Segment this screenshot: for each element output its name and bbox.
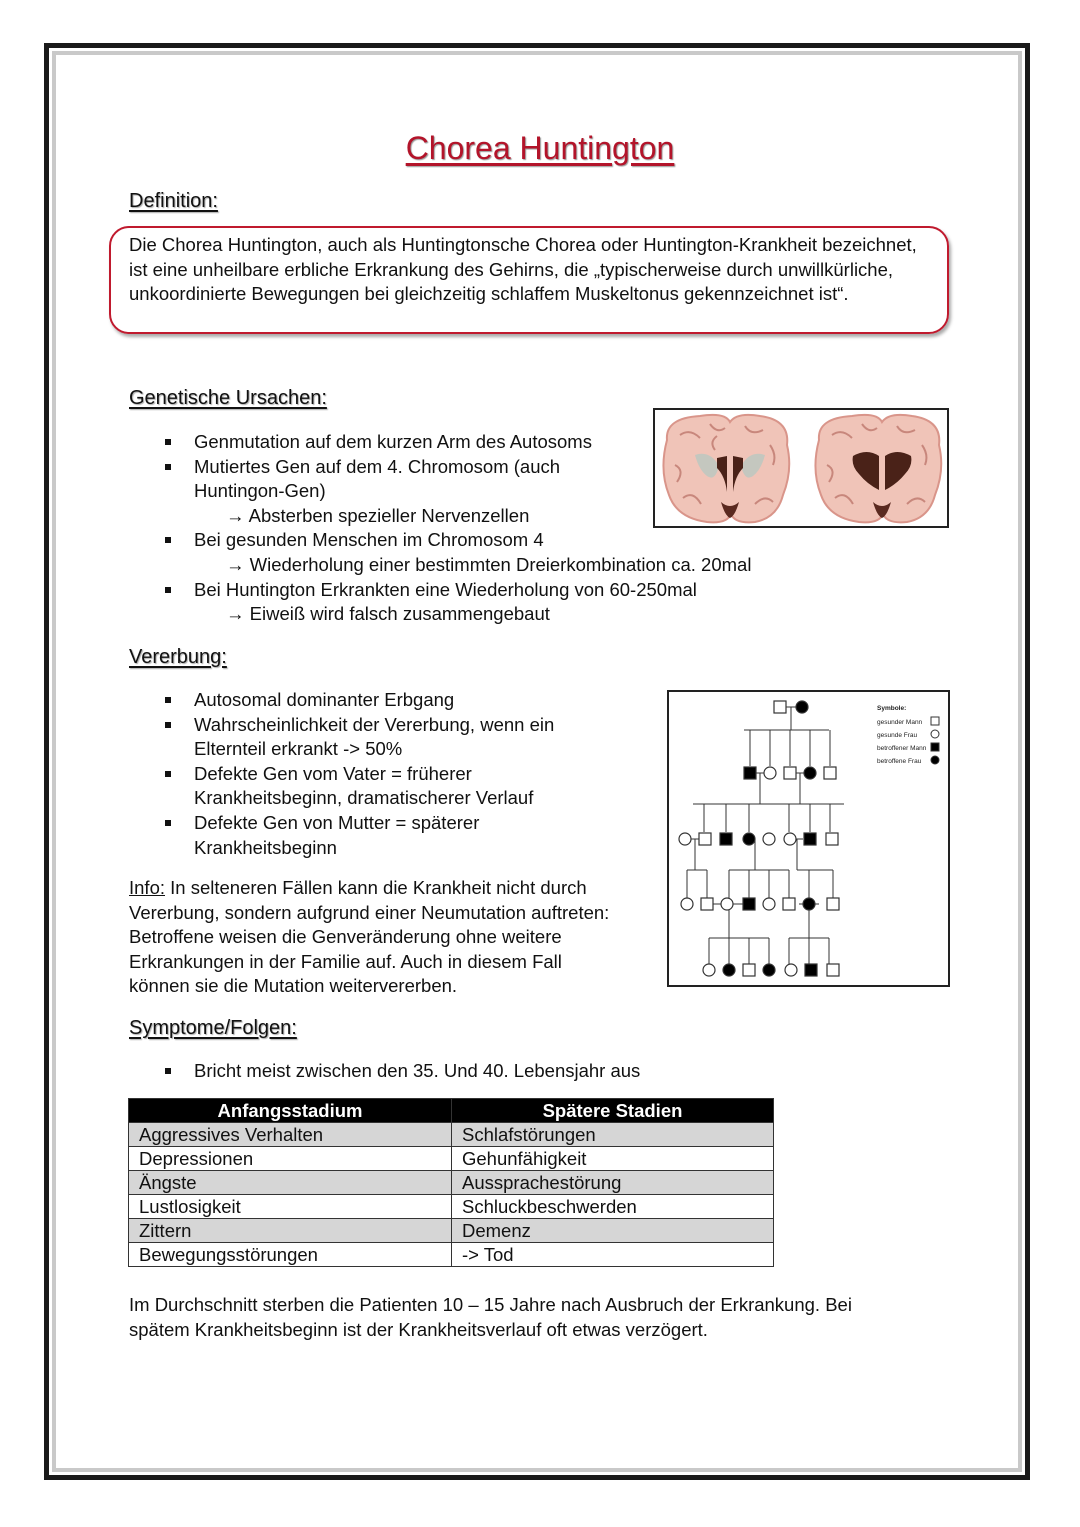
healthy-brain-section bbox=[663, 415, 789, 522]
table-header: Spätere Stadien bbox=[452, 1099, 774, 1123]
definition-text: Die Chorea Huntington, auch als Huntingtonsche Chorea oder Huntington-Krankheit bezeichnet, ist eine unheilbare erbliche Erkrankung des Gehirns, die „typischerweise durch unwillkürliche, unkoordinierte Bewegungen bei gleichzeitig schlaffem Muskeltonus gekennzeichnet ist“. bbox=[129, 234, 917, 304]
info-line: Betroffene weisen die Genveränderung ohne weitere bbox=[129, 926, 562, 948]
legend-title: Symbole: bbox=[877, 705, 907, 712]
table-cell: Aggressives Verhalten bbox=[129, 1123, 452, 1147]
list-item: Defekte Gen von Mutter = späterer bbox=[160, 811, 554, 836]
table-cell: Schlafstörungen bbox=[452, 1123, 774, 1147]
pedigree-diagram bbox=[669, 692, 948, 985]
table-cell: Demenz bbox=[452, 1219, 774, 1243]
info-paragraph bbox=[129, 876, 609, 999]
definition-heading: Definition: bbox=[129, 190, 218, 212]
table-header: Anfangsstadium bbox=[129, 1099, 452, 1123]
closing-line: Im Durchschnitt sterben die Patienten 10 – 15 Jahre nach Ausbruch der Erkrankung. Bei bbox=[129, 1294, 852, 1315]
list-item: Bei gesunden Menschen im Chromosom 4 bbox=[160, 528, 751, 553]
table-row bbox=[129, 1171, 774, 1195]
brain-illustration bbox=[653, 408, 949, 528]
legend-affected-male: betroffener Mann bbox=[877, 745, 927, 752]
table-row bbox=[129, 1195, 774, 1219]
symptoms-heading: Symptome/Folgen: bbox=[129, 1017, 297, 1039]
list-item: Genmutation auf dem kurzen Arm des Autosoms bbox=[160, 430, 751, 455]
table-cell: Aussprachestörung bbox=[452, 1171, 774, 1195]
symptoms-table bbox=[128, 1098, 774, 1267]
list-item: Bei Huntington Erkrankten eine Wiederholung von 60-250mal bbox=[160, 578, 751, 603]
symptoms-list bbox=[160, 1059, 640, 1084]
info-line: können sie die Mutation weitervererben. bbox=[129, 975, 458, 997]
table-row bbox=[129, 1219, 774, 1243]
info-label: Info: bbox=[129, 877, 165, 898]
list-item: Huntingon-Gen) bbox=[194, 480, 326, 502]
table-cell: Gehunfähigkeit bbox=[452, 1147, 774, 1171]
table-cell: -> Tod bbox=[452, 1243, 774, 1267]
legend-healthy-male: gesunder Mann bbox=[877, 719, 923, 726]
table-cell: Zittern bbox=[129, 1219, 452, 1243]
table-row bbox=[129, 1243, 774, 1267]
info-line: Erkrankungen in der Familie auf. Auch in diesem Fall bbox=[129, 950, 562, 972]
info-line: Vererbung, sondern aufgrund einer Neumutation auftreten: bbox=[129, 901, 610, 923]
list-item: Mutiertes Gen auf dem 4. Chromosom (auch bbox=[160, 455, 751, 480]
page-title: Chorea Huntington bbox=[405, 130, 675, 166]
info-line: In selteneren Fällen kann die Krankheit nicht durch bbox=[165, 877, 587, 898]
list-item: Elternteil erkrankt -> 50% bbox=[194, 738, 403, 760]
list-item: Bricht meist zwischen den 35. Und 40. Lebensjahr aus bbox=[160, 1059, 640, 1084]
genetics-heading: Genetische Ursachen: bbox=[129, 387, 327, 409]
table-row bbox=[129, 1123, 774, 1147]
inheritance-list bbox=[160, 688, 554, 860]
table-row bbox=[129, 1147, 774, 1171]
legend-healthy-female: gesunde Frau bbox=[877, 732, 918, 739]
table-cell: Lustlosigkeit bbox=[129, 1195, 452, 1219]
table-cell: Ängste bbox=[129, 1171, 452, 1195]
list-item: Wahrscheinlichkeit der Vererbung, wenn ein bbox=[160, 713, 554, 738]
brain-cross-section-image bbox=[655, 410, 947, 526]
list-item: Autosomal dominanter Erbgang bbox=[160, 688, 554, 713]
pedigree-legend bbox=[877, 705, 927, 765]
list-item: Krankheitsbeginn, dramatischerer Verlauf bbox=[194, 787, 534, 809]
list-item: → Absterben spezieller Nervenzellen bbox=[226, 504, 530, 526]
closing-paragraph bbox=[129, 1293, 852, 1342]
table-header-row bbox=[129, 1099, 774, 1123]
closing-line: spätem Krankheitsbeginn ist der Krankheitsverlauf oft etwas verzögert. bbox=[129, 1318, 708, 1340]
pedigree-chart bbox=[667, 690, 950, 987]
list-item: → Wiederholung einer bestimmten Dreierkombination ca. 20mal bbox=[226, 553, 752, 575]
list-item: Krankheitsbeginn bbox=[194, 836, 337, 858]
legend-affected-female: betroffene Frau bbox=[877, 758, 922, 765]
list-item: → Eiweiß wird falsch zusammengebaut bbox=[226, 603, 550, 625]
affected-brain-section bbox=[815, 415, 941, 522]
table-cell: Schluckbeschwerden bbox=[452, 1195, 774, 1219]
table-cell: Bewegungsstörungen bbox=[129, 1243, 452, 1267]
list-item: Defekte Gen vom Vater = früherer bbox=[160, 762, 554, 787]
inheritance-heading: Vererbung: bbox=[129, 646, 227, 668]
table-cell: Depressionen bbox=[129, 1147, 452, 1171]
